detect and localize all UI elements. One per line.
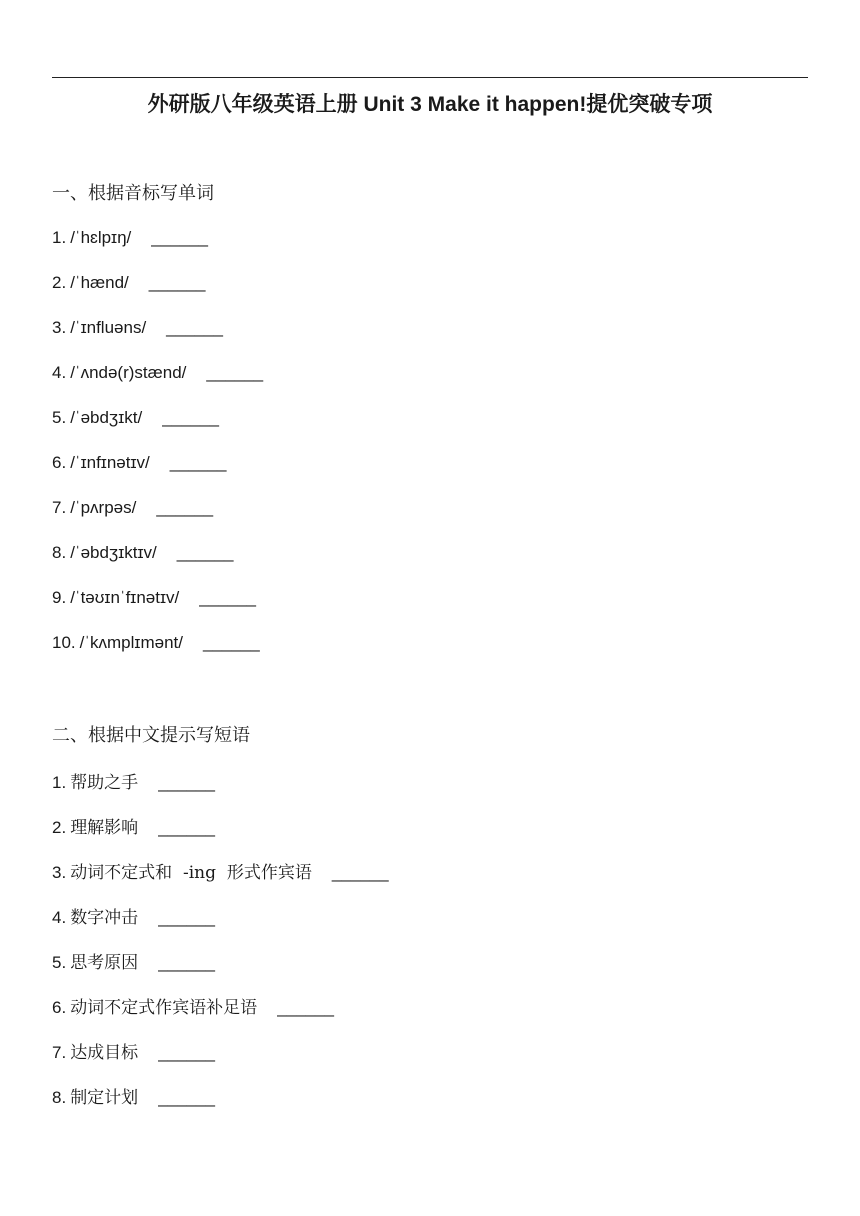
answer-blank: ______: [151, 228, 209, 247]
header-rule: [52, 77, 808, 78]
item-number: 6.: [52, 998, 67, 1017]
item-number: 8.: [52, 543, 67, 562]
answer-blank: ______: [166, 318, 223, 337]
chinese-prompt: 思考原因: [70, 953, 139, 973]
answer-blank: ______: [148, 273, 206, 292]
list-item: [52, 903, 215, 928]
list-item: [52, 768, 215, 793]
item-number: 3.: [52, 318, 67, 337]
item-number: 8.: [52, 1088, 67, 1107]
list-item: [52, 543, 233, 563]
phonetic-text: /ˈəbdʒɪktɪv/: [70, 543, 157, 562]
page-title: 外研版八年级英语上册 Unit 3 Make it happen!提优突破专项: [147, 93, 713, 116]
item-number: 10.: [52, 633, 76, 652]
answer-blank: ______: [277, 998, 334, 1017]
item-number: 5.: [52, 408, 67, 427]
answer-blank: ______: [158, 908, 215, 927]
phonetic-text: /ˈhɛlpɪŋ/: [70, 228, 132, 247]
item-number: 6.: [52, 453, 67, 472]
answer-blank: ______: [156, 498, 214, 517]
item-number: 3.: [52, 863, 67, 882]
answer-blank: ______: [158, 953, 215, 972]
item-number: 9.: [52, 588, 67, 607]
answer-blank: ______: [158, 1043, 215, 1062]
item-number: 4.: [52, 908, 67, 927]
list-item: [52, 858, 389, 883]
list-item: [52, 1083, 215, 1108]
item-number: 1.: [52, 228, 67, 247]
list-item: [52, 273, 206, 293]
phonetic-text: /ˈɪnfɪnətɪv/: [70, 453, 150, 472]
chinese-prompt: 理解影响: [70, 818, 139, 838]
section1-heading: 一、根据音标写单词: [52, 183, 214, 204]
section2-heading: 二、根据中文提示写短语: [52, 725, 250, 746]
list-item: [52, 453, 227, 473]
list-item: [52, 228, 208, 248]
item-number: 7.: [52, 498, 67, 517]
list-item: [52, 993, 334, 1018]
answer-blank: ______: [158, 773, 215, 792]
chinese-prompt: 帮助之手: [70, 773, 139, 793]
answer-blank: ______: [169, 453, 227, 472]
chinese-prompt: 动词不定式和 -ing 形式作宾语: [70, 863, 312, 883]
list-item: [52, 1038, 215, 1063]
list-item: [52, 363, 263, 383]
phonetic-text: /ˈəbdʒɪkt/: [70, 408, 143, 427]
list-item: [52, 588, 256, 608]
item-number: 4.: [52, 363, 67, 382]
phonetic-text: /ˈpʌrpəs/: [70, 498, 137, 517]
phonetic-text: /ˈʌndə(r)stænd/: [70, 363, 187, 382]
chinese-prompt: 达成目标: [70, 1043, 139, 1063]
phonetic-text: /ˈhænd/: [70, 273, 129, 292]
answer-blank: ______: [162, 408, 219, 427]
chinese-prompt: 数字冲击: [70, 908, 139, 928]
item-number: 1.: [52, 773, 67, 792]
chinese-prompt: 制定计划: [70, 1088, 139, 1108]
phonetic-text: /ˈɪnfluəns/: [70, 318, 147, 337]
answer-blank: ______: [206, 363, 264, 382]
phonetic-text: /ˈtəʊɪnˈfɪnətɪv/: [70, 588, 180, 607]
answer-blank: ______: [203, 633, 260, 652]
chinese-prompt: 动词不定式作宾语补足语: [70, 998, 258, 1018]
answer-blank: ______: [158, 1088, 215, 1107]
item-number: 2.: [52, 818, 67, 837]
list-item: [52, 633, 260, 653]
list-item: [52, 813, 215, 838]
answer-blank: ______: [158, 818, 215, 837]
item-number: 2.: [52, 273, 67, 292]
list-item: [52, 318, 223, 338]
item-number: 7.: [52, 1043, 67, 1062]
list-item: [52, 948, 215, 973]
answer-blank: ______: [176, 543, 234, 562]
item-number: 5.: [52, 953, 67, 972]
answer-blank: ______: [331, 863, 389, 882]
list-item: [52, 408, 219, 428]
phonetic-text: /ˈkʌmplɪmənt/: [79, 633, 183, 652]
answer-blank: ______: [199, 588, 256, 607]
list-item: [52, 498, 213, 518]
